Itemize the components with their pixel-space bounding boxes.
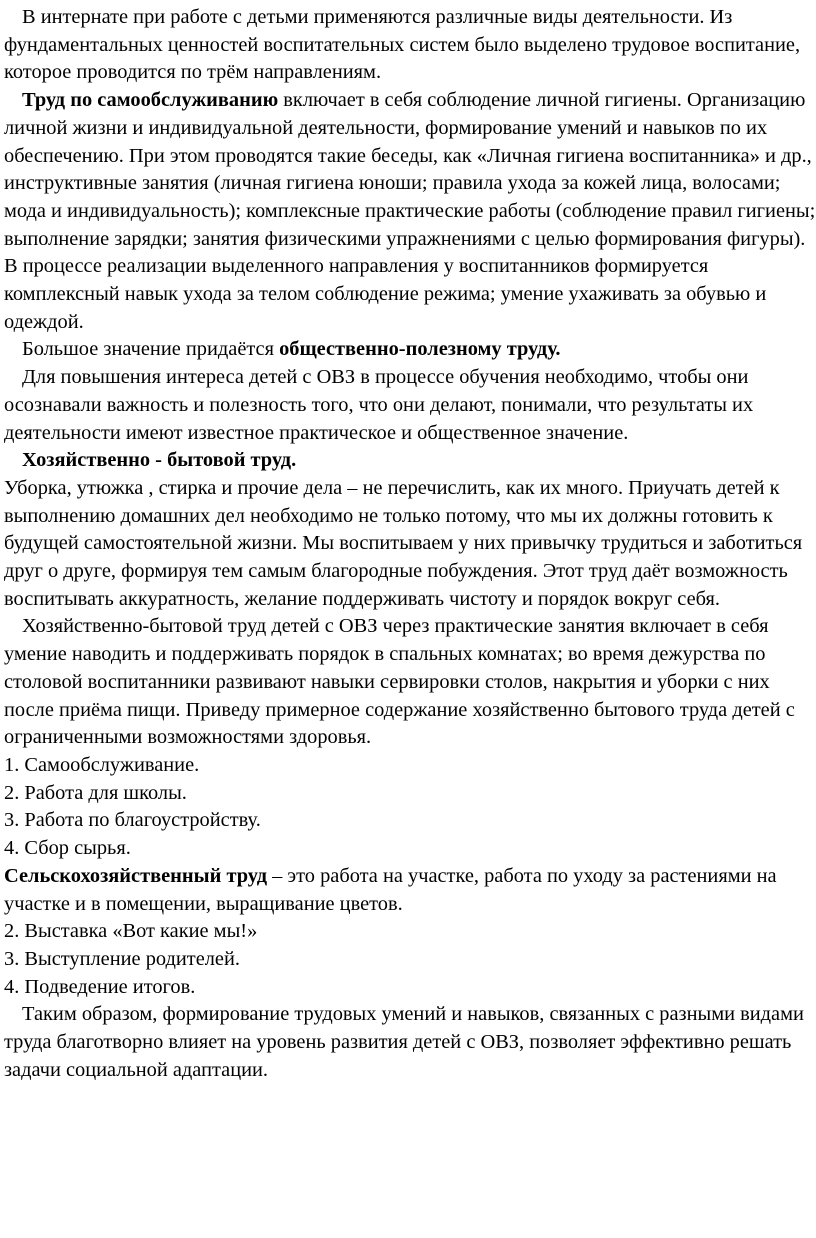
paragraph-household-ovz: Хозяйственно-бытовой труд детей с ОВЗ через практические занятия включает в себя умение наводить и поддерживать порядок в спальных комнатах; во время дежурства по столовой воспитанники развивают навыки сервировки столов, накрытия и уборки с них после приёма пищи. Приведу примерное содержание хозяйственно бытового труда детей с ограниченными возможностями здоровья. xyxy=(4,615,795,749)
paragraph-self-service-text: включает в себя соблюдение личной гигиены. Организацию личной жизни и индивидуальной деятельности, формирование умений и навыков по их обеспечению. При этом проводятся такие беседы, как «Личная гигиена воспитанника» и др., инструктивные занятия (личная гигиена юноши; правила ухода за кожей лица, волосами; мода и индивидуальность); комплексные практические работы (соблюдение правил гигиены; выполнение зарядки; занятия физическими упражнениями с целью формирования фигуры). В процессе реализации выделенного направления у воспитанников формируется комплексный навык ухода за телом соблюдение режима; умение ухаживать за обувью и одеждой. xyxy=(4,89,816,333)
list-item: 4. Сбор сырья. xyxy=(4,837,131,860)
paragraph-social-labor xyxy=(4,336,816,364)
heading-agricultural: Сельскохозяйственный труд xyxy=(4,864,268,887)
paragraph-conclusion: Таким образом, формирование трудовых умений и навыков, связанных с разными видами труда благотворно влияет на уровень развития детей с ОВЗ, позволяет эффективно решать задачи социальной адаптации. xyxy=(4,1003,804,1081)
paragraph-self-service xyxy=(4,87,816,336)
list-item: 2. Выставка «Вот какие мы!» xyxy=(4,920,258,943)
list-item: 1. Самообслуживание. xyxy=(4,753,200,776)
heading-social-labor: общественно-полезному труду. xyxy=(279,338,561,361)
heading-household: Хозяйственно - бытовой труд. xyxy=(22,449,297,472)
list-events xyxy=(4,918,816,1001)
paragraph-household: Уборка, утюжка , стирка и прочие дела – не перечислить, как их много. Приучать детей к выполнению домашних дел необходимо не только потому, что мы их должны готовить к будущей самостоятельной жизни. Мы воспитываем у них привычку трудиться и заботиться друг о друге, формируя тем самым благородные побуждения. Этот труд даёт возможность воспитывать аккуратность, желание поддерживать чистоту и порядок вокруг себя. xyxy=(4,476,803,610)
list-item: 3. Выступление родителей. xyxy=(4,947,240,970)
list-household-content xyxy=(4,752,816,863)
heading-self-service: Труд по самообслуживанию xyxy=(22,89,279,112)
paragraph-interest: Для повышения интереса детей с ОВЗ в процессе обучения необходимо, чтобы они осознавали важность и полезность того, что они делают, понимали, что результаты их деятельности имеют известное практическое и общественное значение. xyxy=(4,366,754,444)
list-item: 3. Работа по благоустройству. xyxy=(4,809,261,832)
paragraph-social-labor-text: Большое значение придаётся xyxy=(22,338,280,361)
paragraph-agricultural xyxy=(4,863,816,918)
paragraph-agricultural-text: – это работа на участке, работа по уходу за растениями на участке и в помещении, выращивание цветов. xyxy=(4,864,777,915)
paragraph-intro: В интернате при работе с детьми применяются различные виды деятельности. Из фундаментальных ценностей воспитательных систем было выделено трудовое воспитание, которое проводится по трём направлениям. xyxy=(4,6,801,84)
list-item: 2. Работа для школы. xyxy=(4,781,187,804)
paragraph-household-heading xyxy=(4,447,816,475)
list-item: 4. Подведение итогов. xyxy=(4,975,196,998)
